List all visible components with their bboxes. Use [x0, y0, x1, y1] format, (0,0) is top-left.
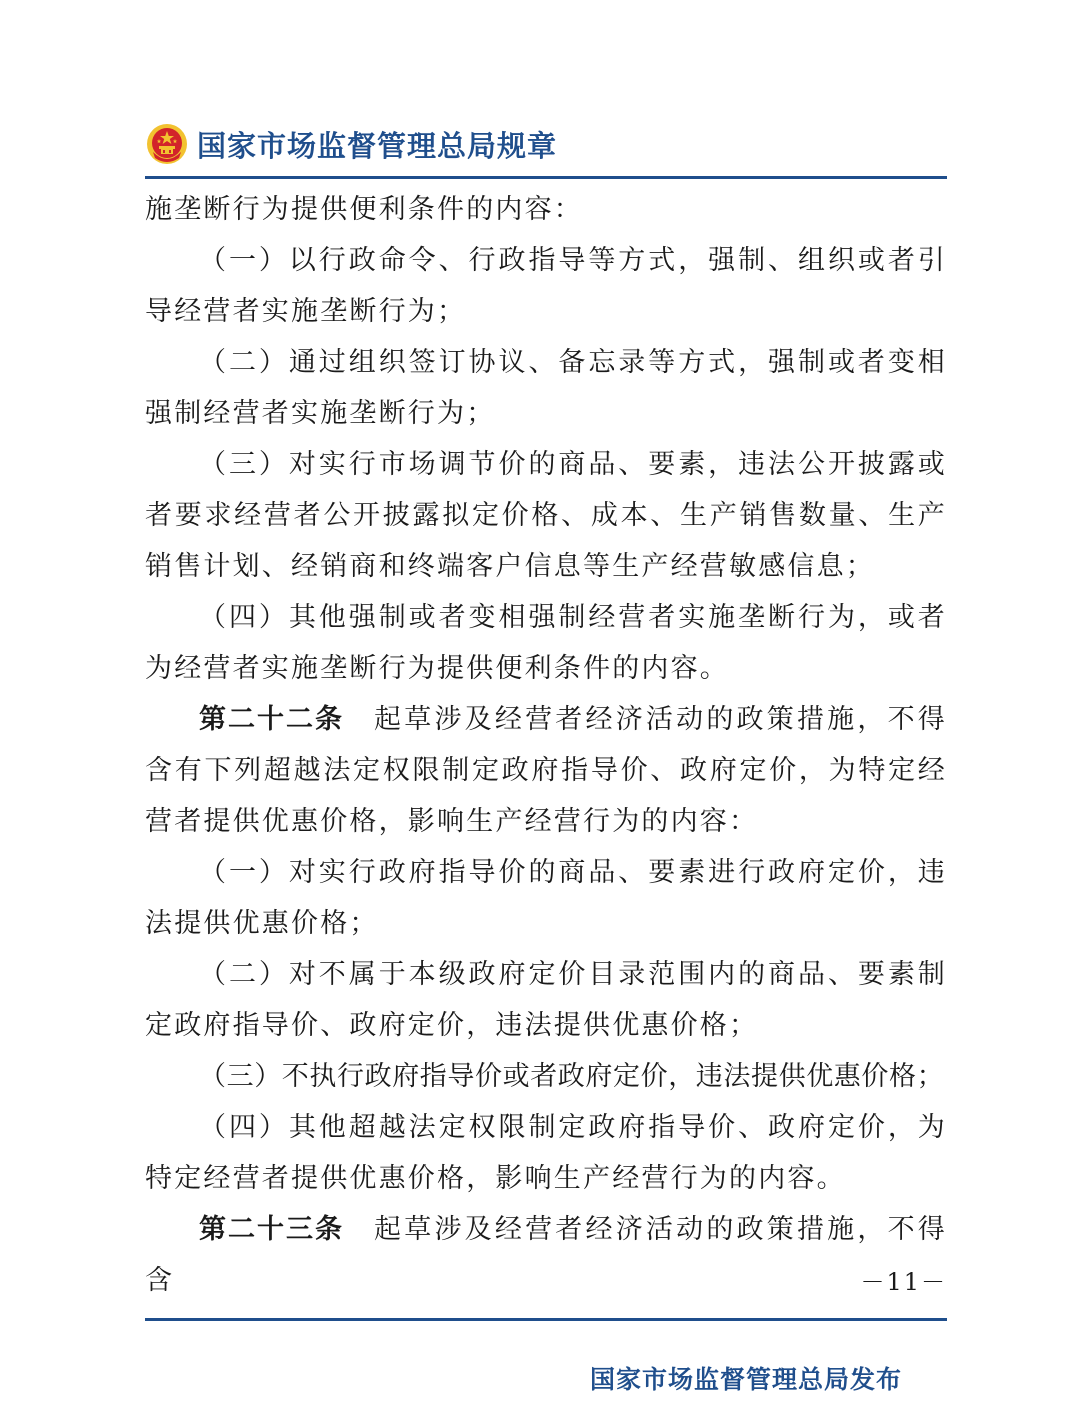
paragraph-item: （三）不执行政府指导价或者政府定价，违法提供优惠价格； [199, 1061, 945, 1092]
article-22 [145, 694, 947, 847]
footer-divider [145, 1318, 947, 1321]
paragraph-item: （四）其他超越法定权限制定政府指导价、政府定价，为特定经营者提供优惠价格，影响生产经营行为的内容。 [145, 1112, 947, 1194]
page-number: －11－ [860, 1268, 947, 1296]
header-divider [145, 176, 947, 179]
article-23 [145, 1204, 947, 1306]
national-emblem-icon [145, 122, 189, 166]
article-number: 第二十二条 [199, 704, 345, 735]
article-number: 第二十三条 [199, 1214, 345, 1245]
paragraph-item: （三）对实行市场调节价的商品、要素，违法公开披露或者要求经营者公开披露拟定价格、成本、生产销售数量、生产销售计划、经销商和终端客户信息等生产经营敏感信息； [145, 449, 947, 582]
paragraph-item: （二）通过组织签订协议、备忘录等方式，强制或者变相强制经营者实施垄断行为； [145, 347, 947, 429]
page-header [145, 118, 557, 170]
article-text: 起草涉及经营者经济活动的政策措施，不得含 [145, 1214, 947, 1296]
footer-publisher: 国家市场监督管理总局发布 [589, 1365, 902, 1394]
paragraph-continuation: 施垄断行为提供便利条件的内容： [145, 194, 583, 225]
header-title: 国家市场监督管理总局规章 [197, 128, 558, 163]
article-text: 起草涉及经营者经济活动的政策措施，不得含有下列超越法定权限制定政府指导价、政府定价，为特定经营者提供优惠价格，影响生产经营行为的内容： [145, 704, 947, 837]
paragraph-item: （四）其他强制或者变相强制经营者实施垄断行为，或者为经营者实施垄断行为提供便利条件的内容。 [145, 602, 947, 684]
document-body [145, 184, 947, 1306]
paragraph-item: （二）对不属于本级政府定价目录范围内的商品、要素制定政府指导价、政府定价，违法提供优惠价格； [145, 959, 947, 1041]
paragraph-item: （一）以行政命令、行政指导等方式，强制、组织或者引导经营者实施垄断行为； [145, 245, 947, 327]
paragraph-item: （一）对实行政府指导价的商品、要素进行政府定价，违法提供优惠价格； [145, 857, 947, 939]
